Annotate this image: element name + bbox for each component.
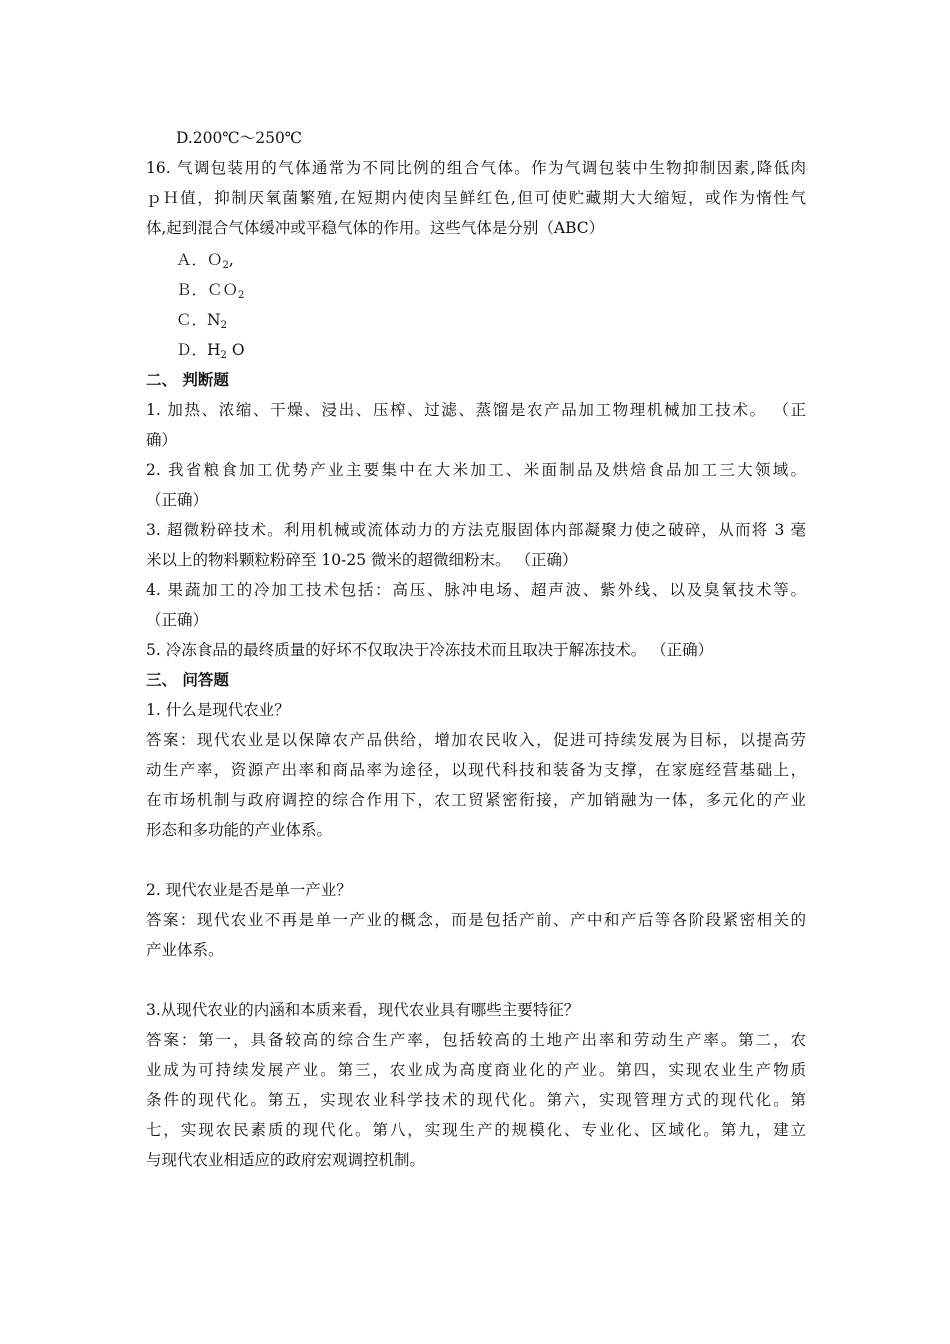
qa-3-answer-line-5: 与现代农业相适应的政府宏观调控机制。 (146, 1151, 426, 1169)
judge-item-1-line-1: 1. 加热、浓缩、干燥、浸出、压榨、过滤、蒸馏是农产品加工物理机械加工技术。 （正 (146, 401, 806, 419)
qa-3-answer-line-3: 条件的现代化。第五，实现农业科学技术的现代化。第六，实现管理方式的现代化。第 (146, 1091, 806, 1109)
section-2-heading: 二、 判断题 (146, 370, 229, 389)
q16-option-a: Ａ．Ｏ$_2$, (176, 251, 234, 271)
q16-line-3: 体,起到混合气体缓冲或平稳气体的作用。这些气体是分别（ABC） (146, 219, 605, 237)
option-d-previous: D.200℃～250℃ (176, 129, 303, 147)
judge-item-5: 5. 冷冻食品的最终质量的好坏不仅取决于冷冻技术而且取决于解冻技术。 （正确） (146, 641, 714, 659)
qa-2-question: 2. 现代农业是否是单一产业？ (146, 881, 352, 899)
qa-1-answer-line-4: 形态和多功能的产业体系。 (146, 821, 333, 839)
judge-item-4-line-1: 4. 果蔬加工的冷加工技术包括：高压、脉冲电场、超声波、紫外线、以及臭氧技术等。 (146, 581, 806, 599)
qa-3-answer-line-1: 答案：第一，具备较高的综合生产率，包括较高的土地产出率和劳动生产率。第二，农 (146, 1031, 806, 1049)
judge-item-1-line-2: 确） (146, 431, 178, 449)
q16-option-d: Ｄ．$H_2$ O (176, 341, 245, 361)
q16-line-1: 16. 气调包装用的气体通常为不同比例的组合气体。作为气调包装中生物抑制因素,降低肉 (146, 159, 806, 177)
qa-3-answer-line-2: 业成为可持续发展产业。第三，农业成为高度商业化的产业。第四，实现农业生产物质 (146, 1061, 806, 1079)
qa-3-question: 3.从现代农业的内涵和本质来看，现代农业具有哪些主要特征？ (146, 1001, 580, 1019)
q16-option-b: Ｂ．ＣＯ$_2$ (176, 281, 245, 301)
judge-item-2-line-1: 2. 我省粮食加工优势产业主要集中在大米加工、米面制品及烘焙食品加工三大领域。 (146, 461, 806, 479)
section-3-heading: 三、 问答题 (146, 670, 229, 689)
qa-1-question: 1. 什么是现代农业？ (146, 701, 290, 719)
judge-item-3-line-2: 米以上的物料颗粒粉碎至 10-25 微米的超微细粉末。 （正确） (146, 551, 578, 569)
judge-item-4-line-2: （正确） (146, 611, 209, 629)
qa-1-answer-line-2: 动生产率，资源产出率和商品率为途径，以现代科技和装备为支撑，在家庭经营基础上， (146, 761, 806, 779)
qa-2-answer-line-1: 答案：现代农业不再是单一产业的概念，而是包括产前、产中和产后等各阶段紧密相关的 (146, 911, 806, 929)
q16-line-2: ｐＨ值，抑制厌氧菌繁殖,在短期内使肉呈鲜红色,但可使贮藏期大大缩短，或作为惰性气 (146, 189, 806, 207)
judge-item-3-line-1: 3. 超微粉碎技术。利用机械或流体动力的方法克服固体内部凝聚力使之破碎，从而将 3 毫 (146, 521, 806, 539)
qa-1-answer-line-1: 答案：现代农业是以保障农产品供给，增加农民收入，促进可持续发展为目标，以提高劳 (146, 731, 806, 749)
qa-1-answer-line-3: 在市场机制与政府调控的综合作用下，农工贸紧密衔接，产加销融为一体，多元化的产业 (146, 791, 806, 809)
q16-option-c: Ｃ．$N_2$ (176, 311, 227, 331)
judge-item-2-line-2: （正确） (146, 491, 209, 509)
qa-2-answer-line-2: 产业体系。 (146, 941, 224, 959)
qa-3-answer-line-4: 七，实现农民素质的现代化。第八，实现生产的规模化、专业化、区域化。第九，建立 (146, 1121, 806, 1139)
